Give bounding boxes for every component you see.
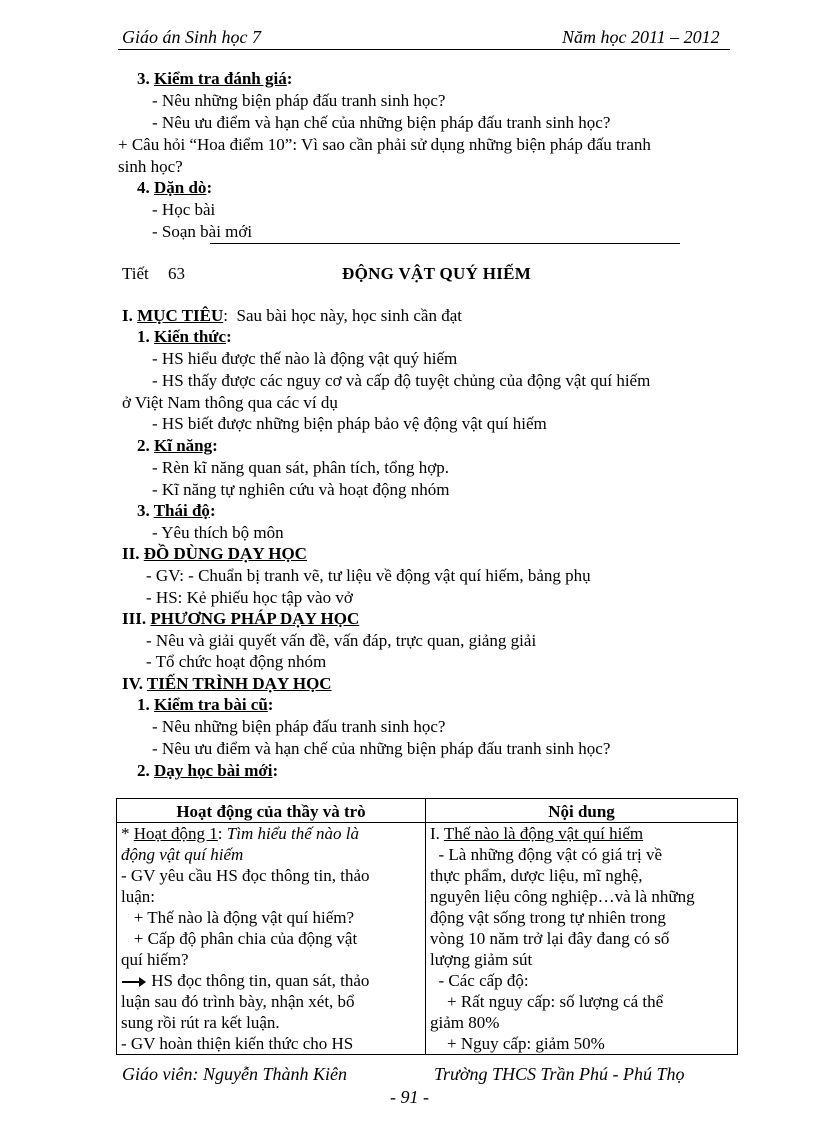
content-heading-title: Thế nào là động vật quí hiếm [443,824,644,843]
sec1-intro: Sau bài học này, học sinh cần đạt [236,306,462,325]
content-line: giảm 80% [430,1013,500,1032]
sec1-num: I. [122,306,133,325]
content-heading [430,823,733,844]
sec2-line-2: - HS: Kẻ phiếu học tập vào vở [146,588,353,607]
prev-s3-line-2: - Nêu ưu điểm và hạn chế của những biện pháp đấu tranh sinh học? [152,113,611,132]
sec3-line-1: - Nêu và giải quyết vấn đề, vấn đáp, trực quan, giảng giải [146,631,537,650]
sec3-title: PHƯƠNG PHÁP DẠY HỌC [150,609,360,628]
sec1-sub1-num: 1. [137,327,150,346]
activity-cell [117,823,426,1055]
section-3-heading [122,608,359,629]
sec4-sub2-heading: 2. Dạy học bài mới: [137,761,279,780]
footer-teacher: Giáo viên: Nguyễn Thành Kiên [122,1064,347,1084]
content-line: động vật sống trong tự nhiên trong [430,908,666,927]
sec1-sub1-line-3: ở Việt Nam thông qua các ví dụ [122,393,338,412]
prev-s3-num: 3. [137,69,150,88]
table-row [117,823,738,1055]
tiet-number: 63 [168,264,185,283]
activity-goal-1: Tìm hiểu thế nào là [226,824,359,843]
content-line: lượng giảm sút [430,950,533,969]
content-line: + Rất nguy cấp: số lượng cá thể [430,992,664,1011]
sec1-sub3-num: 3. [137,501,150,520]
activity-table [116,798,738,1055]
activity-goal-2: động vật quí hiếm [121,845,244,864]
sec1-sub2-line-2: - Kĩ năng tự nghiên cứu và hoạt động nhóm [152,480,450,499]
content-cell [426,823,738,1055]
content-line: thực phẩm, dược liệu, mĩ nghệ, [430,866,643,885]
activity-colon: : [217,824,227,843]
sec1-title: MỤC TIÊU [137,306,224,325]
activity-arrow-line [121,970,421,991]
prev-s3-title: Kiểm tra đánh giá [154,69,287,88]
lesson-title: ĐỘNG VẬT QUÝ HIẾM [342,264,532,283]
sec1-sub1-heading: 1. Kiến thức: [137,327,232,346]
content-line: - Các cấp độ: [430,971,529,990]
prev-s4-line-2: - Soạn bài mới [152,222,253,241]
sec4-num: IV. [122,674,143,693]
content-line: + Nguy cấp: giảm 50% [430,1034,605,1053]
sec4-sub1-line-2: - Nêu ưu điểm và hạn chế của những biện pháp đấu tranh sinh học? [152,739,611,758]
header-right: Năm học 2011 – 2012 [562,27,720,47]
sec2-line-1: - GV: - Chuẩn bị tranh vẽ, tư liệu về động vật quí hiếm, bảng phụ [146,566,591,585]
sec1-sub1-title: Kiến thức [154,327,227,346]
activity-line: sung rồi rút ra kết luận. [121,1013,280,1032]
sec1-sub2-heading: 2. Kĩ năng: [137,436,218,455]
lesson-separator [210,243,680,244]
table-header-row [117,799,738,823]
sec1-sub3-title: Thái độ [153,501,210,520]
content-line: - Là những động vật có giá trị về [430,845,663,864]
sec1-sub1-line-4: - HS biết được những biện pháp bảo vệ động vật quí hiếm [152,414,547,433]
activity-line: - GV hoàn thiện kiến thức cho HS [121,1034,354,1053]
sec3-num: III. [122,609,147,628]
header-left: Giáo án Sinh học 7 [122,27,261,47]
bonus-question-line-2: sinh học? [118,157,183,176]
page-number: - 91 - [390,1087,429,1107]
right-arrow-icon [121,976,147,988]
col-header-content: Nội dung [426,799,738,823]
sec3-line-2: - Tổ chức hoạt động nhóm [146,652,327,671]
activity-line: - GV yêu cầu HS đọc thông tin, thảo [121,866,370,885]
content-line: nguyên liệu công nghiệp…và là những [430,887,695,906]
sec1-sub2-num: 2. [137,436,150,455]
prev-s4-title: Dặn dò [154,178,207,197]
footer-school: Trường THCS Trần Phú - Phú Thọ [434,1064,685,1084]
activity-line: luận: [121,887,155,906]
section-1-heading: I. MỤC TIÊU: Sau bài học này, học sinh cần đạt [122,306,462,325]
content-heading-num: I. [430,824,444,843]
sec1-sub3-heading: 3. Thái độ: [137,501,216,520]
prev-s4-num: 4. [137,178,150,197]
activity-line: luận sau đó trình bày, nhận xét, bổ [121,992,355,1011]
activity-line: + Cấp độ phân chia của động vật [121,929,358,948]
sec4-sub1-num: 1. [137,695,150,714]
sec4-sub2-num: 2. [137,761,150,780]
sec1-sub1-line-1: - HS hiểu được thế nào là động vật quý hiếm [152,349,458,368]
sec4-sub2-title: Dạy học bài mới [154,761,273,780]
sec4-sub1-title: Kiểm tra bài cũ [154,695,268,714]
sec4-sub1-heading: 1. Kiểm tra bài cũ: [137,695,274,714]
sec4-sub1-line-1: - Nêu những biện pháp đấu tranh sinh học? [152,717,446,736]
prev-s3-line-1: - Nêu những biện pháp đấu tranh sinh học? [152,91,446,110]
section-2-heading [122,543,307,564]
prev-s4-line-1: - Học bài [152,200,216,219]
sec4-title: TIẾN TRÌNH DẠY HỌC [146,674,332,693]
activity-line: + Thế nào là động vật quí hiếm? [121,908,355,927]
sec2-title: ĐỒ DÙNG DẠY HỌC [143,544,307,563]
sec1-sub3-line-1: - Yêu thích bộ môn [152,523,284,542]
tiet-label: Tiết [122,264,149,283]
header-rule [118,49,730,50]
sec1-sub2-title: Kĩ năng [154,436,213,455]
col-header-activities: Hoạt động của thầy và trò [117,799,426,823]
sec2-num: II. [122,544,140,563]
sec1-sub2-line-1: - Rèn kĩ năng quan sát, phân tích, tổng hợp. [152,458,449,477]
prev-section-4-heading: 4. Dặn dò: [137,178,213,197]
bonus-question-line-1: + Câu hỏi “Hoa điểm 10”: Vì sao cần phải sử dụng những biện pháp đấu tranh [118,135,651,154]
activity-arrow-text: HS đọc thông tin, quan sát, thảo [147,971,370,990]
section-4-heading [122,673,332,694]
content-line: vòng 10 năm trở lại đây đang có số [430,929,670,948]
prev-section-3-heading: 3. Kiểm tra đánh giá: [137,69,293,88]
sec1-sub1-line-2: - HS thấy được các nguy cơ và cấp độ tuyệt chủng của động vật quí hiếm [152,371,651,390]
activity-bullet: * [121,824,134,843]
activity-label: Hoạt động 1 [133,824,218,843]
activity-1-heading [121,823,421,844]
activity-line: quí hiếm? [121,950,189,969]
